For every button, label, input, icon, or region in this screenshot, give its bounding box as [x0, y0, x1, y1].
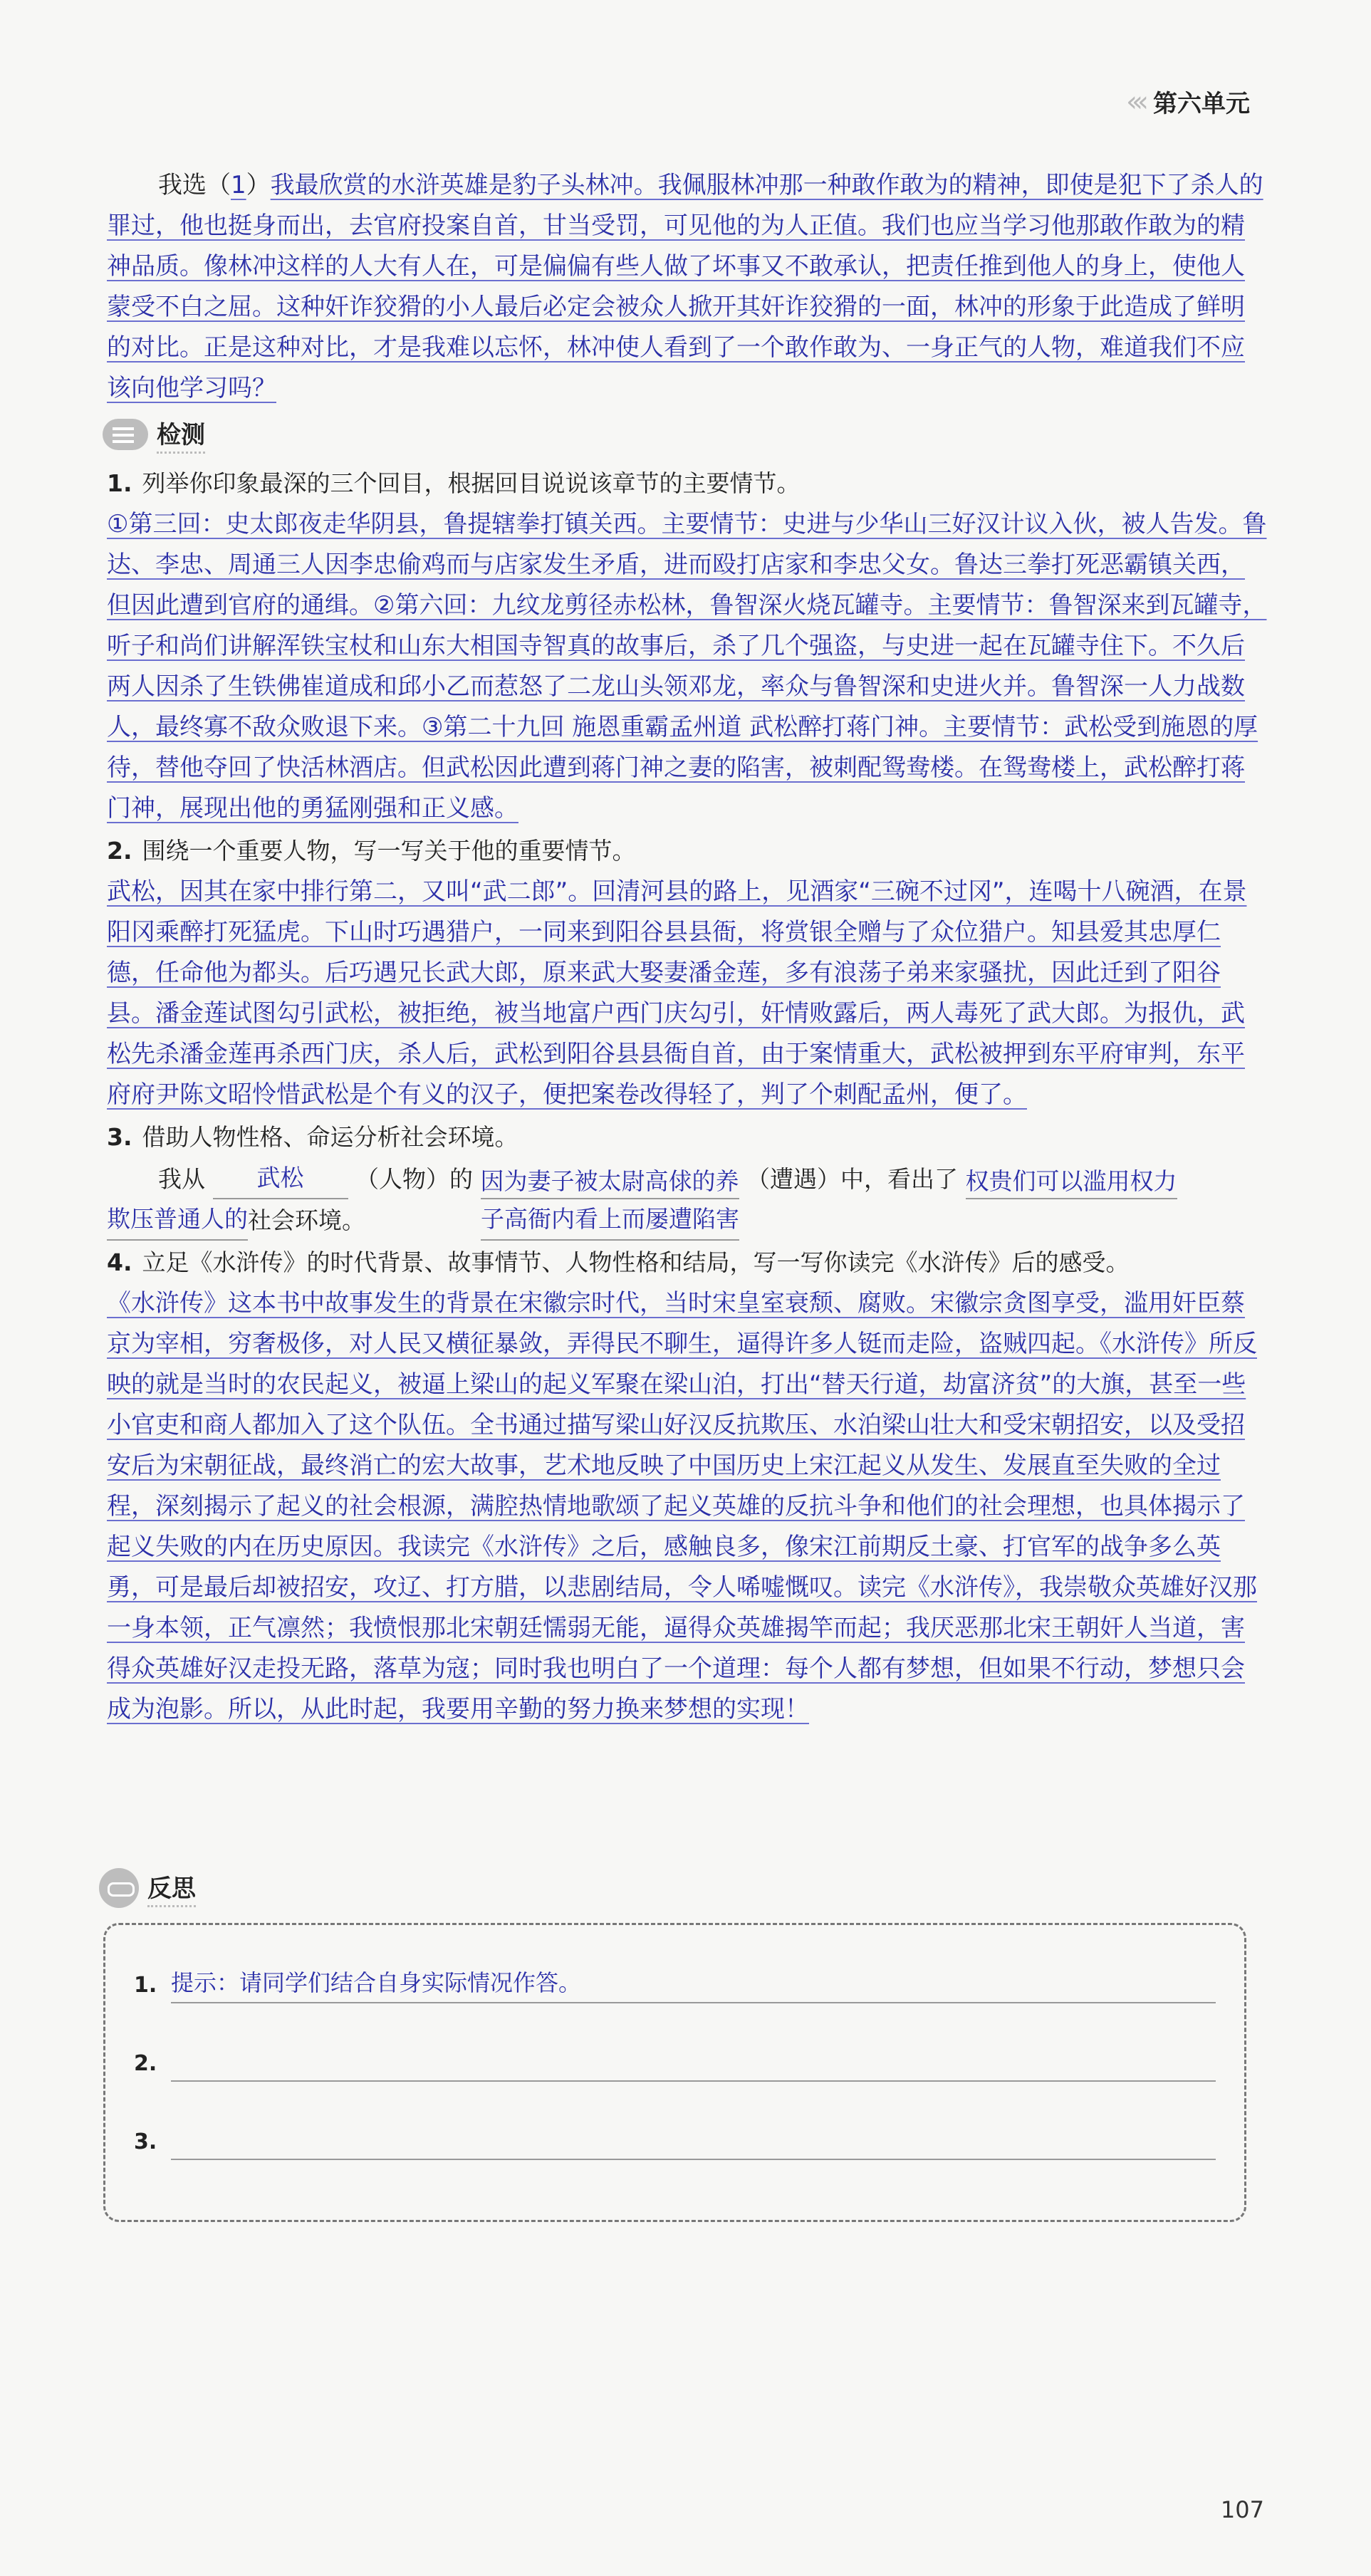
fill-text: （遭遇）中，看出了	[746, 1165, 958, 1193]
person-blank	[213, 1158, 348, 1199]
reflect-line-1	[134, 1954, 1216, 2003]
fill-text: （人物）的	[355, 1165, 473, 1193]
intro-choice: 1	[231, 171, 246, 199]
question-1	[107, 464, 1268, 503]
fill-text: 我从	[158, 1165, 205, 1193]
question-3	[107, 1118, 1268, 1157]
person-answer: 武松	[256, 1164, 304, 1191]
fate-answer-line2: 子高衙内看上而屡遭陷害	[481, 1199, 739, 1241]
fill-in-sentence	[107, 1158, 1268, 1199]
fill-in-sentence-line2	[107, 1199, 1268, 1241]
page-content	[107, 165, 1268, 1730]
intro-answer: 我最欣赏的水浒英雄是豹子头林冲。我佩服林冲那一种敢作敢为的精神，即使是犯下了杀人的罪过，他也挺身而出，去官府投案自首，甘当受罚，可见他的为人正值。我们也应当学习他那敢作敢为的精神品质。像林冲这样的人大有人在，可是偏偏有些人做了坏事又不敢承认，把责任推到他人的身上，使他人蒙受不白之屈。这种奸诈狡猾的小人最后必定会被众人掀开其奸诈狡猾的一面，林冲的形象于此造成了鲜明的对比。正是这种对比，才是我难以忘怀，林冲使人看到了一个敢作敢为、一身正气的人物，难道我们不应该向他学习吗？	[107, 171, 1263, 402]
answer-2: 武松，因其在家中排行第二，又叫“武二郎”。回清河县的路上，见酒家“三碗不过冈”，连喝十八碗酒，在景阳冈乘醉打死猛虎。下山时巧遇猎户，一同来到阳谷县县衙，将赏银全赠与了众位猎户。知县爱其忠厚仁德，任命他为都头。后巧遇兄长武大郎，原来武大娶妻潘金莲，多有浪荡子弟来家骚扰，因此迁到了阳谷县。潘金莲试图勾引武松，被拒绝，被当地富户西门庆勾引，奸情败露后，两人毒死了武大郎。为报仇，武松先杀潘金莲再杀西门庆，杀人后，武松到阳谷县县衙自首，由于案情重大，武松被押到东平府审判，东平府府尹陈文昭怜惜武松是个有义的汉子，便把案卷改得轻了，判了个刺配孟州，便了。	[107, 877, 1247, 1109]
list-icon	[103, 419, 148, 450]
reflect-answer-1[interactable]: 提示：请同学们结合自身实际情况作答。	[171, 1965, 1216, 2003]
section-reflect-heading	[99, 1870, 196, 1907]
question-2	[107, 832, 1268, 870]
reflect-line-2	[134, 2003, 1216, 2082]
answer-1: ①第三回：史太郎夜走华阴县，鲁提辖拳打镇关西。主要情节：史进与少华山三好汉计议入伙，被人告发。鲁达、李忠、周通三人因李忠偷鸡而与店家发生矛盾，进而殴打店家和李忠父女。鲁达三拳打死恶霸镇关西，但因此遭到官府的通缉。②第六回：九纹龙剪径赤松林，鲁智深火烧瓦罐寺。主要情节：鲁智深来到瓦罐寺，听子和尚们讲解浑铁宝杖和山东大相国寺智真的故事后，杀了几个强盗，与史进一起在瓦罐寺住下。不久后两人因杀了生铁佛崔道成和邱小乙而惹怒了二龙山头领邓龙，率众与鲁智深和史进火并。鲁智深一人力战数人，最终寡不敌众败退下来。③第二十九回 施恩重霸孟州道 武松醉打蒋门神。主要情节：武松受到施恩的厚待，替他夺回了快活林酒店。但武松因此遭到蒋门神之妻的陷害，被刺配鸳鸯楼。在鸳鸯楼上，武松醉打蒋门神，展现出他的勇猛刚强和正义感。	[107, 510, 1267, 823]
intro-prefix: 我选（	[158, 171, 231, 199]
env-answer-line1: 权贵们可以滥用权力	[966, 1165, 1177, 1199]
fate-answer-line1: 因为妻子被太尉高俅的养	[481, 1165, 739, 1199]
fate-blank	[481, 1165, 739, 1199]
question-number: 3.	[107, 1123, 132, 1151]
unit-header	[1126, 84, 1250, 119]
question-prompt: 立足《水浒传》的时代背景、故事情节、人物性格和结局，写一写你读完《水浒传》后的感受。	[142, 1248, 1130, 1276]
reflect-number: 2.	[134, 2051, 157, 2076]
intro-prefix-end: ）	[246, 171, 271, 199]
question-number: 1.	[107, 469, 132, 497]
env-answer-line2: 欺压普通人的	[107, 1199, 248, 1241]
env-blank	[966, 1165, 1177, 1199]
unit-title: 第六单元	[1153, 90, 1250, 118]
question-prompt: 围绕一个重要人物，写一写关于他的重要情节。	[142, 837, 636, 865]
reflect-number: 1.	[134, 1973, 157, 1998]
question-number: 4.	[107, 1248, 132, 1276]
section-test-heading	[103, 416, 1268, 453]
question-prompt: 列举你印象最深的三个回目，根据回目说说该章节的主要情节。	[142, 469, 801, 497]
reflect-box	[103, 1923, 1246, 2222]
question-prompt: 借助人物性格、命运分析社会环境。	[142, 1123, 518, 1151]
reflect-line-3	[134, 2082, 1216, 2160]
answer-4: 《水浒传》这本书中故事发生的背景在宋徽宗时代，当时宋皇室衰颓、腐败。宋徽宗贪图享受，滥用奸臣蔡京为宰相，穷奢极侈，对人民又横征暴敛，弄得民不聊生，逼得许多人铤而走险，盗贼四起。《水浒传》所反映的就是当时的农民起义，被逼上梁山的起义军聚在梁山泊，打出“替天行道，劫富济贫”的大旗，甚至一些小官吏和商人都加入了这个队伍。全书通过描写梁山好汉反抗欺压、水泊梁山壮大和受宋朝招安，以及受招安后为宋朝征战，最终消亡的宏大故事，艺术地反映了中国历史上宋江起义从发生、发展直至失败的全过程，深刻揭示了起义的社会根源，满腔热情地歌颂了起义英雄的反抗斗争和他们的社会理想，也具体揭示了起义失败的内在历史原因。我读完《水浒传》之后，感触良多，像宋江前期反土豪、打官军的战争多么英勇，可是最后却被招安，攻辽、打方腊，以悲剧结局，令人唏嘘慨叹。读完《水浒传》，我崇敬众英雄好汉那一身本领，正气凛然；我愤恨那北宋朝廷懦弱无能，逼得众英雄揭竿而起；我厌恶那北宋王朝奸人当道，害得众英雄好汉走投无路，落草为寇；同时我也明白了一个道理：每个人都有梦想，但如果不行动，梦想只会成为泡影。所以，从此时起，我要用辛勤的努力换来梦想的实现！	[107, 1289, 1257, 1724]
question-4	[107, 1243, 1268, 1282]
reflect-number: 3.	[134, 2129, 157, 2154]
page-number: 107	[1220, 2496, 1264, 2523]
fill-text: 社会环境。	[248, 1206, 365, 1234]
reflect-answer-2[interactable]	[171, 2048, 1216, 2082]
question-number: 2.	[107, 837, 132, 865]
section-reflect-title: 反思	[147, 1869, 196, 1907]
intro-paragraph	[107, 165, 1268, 409]
reflect-answer-3[interactable]	[171, 2126, 1216, 2160]
section-test-title: 检测	[157, 415, 205, 454]
reflect-icon	[99, 1868, 139, 1908]
chevrons-icon: ‹‹‹	[1126, 85, 1143, 118]
